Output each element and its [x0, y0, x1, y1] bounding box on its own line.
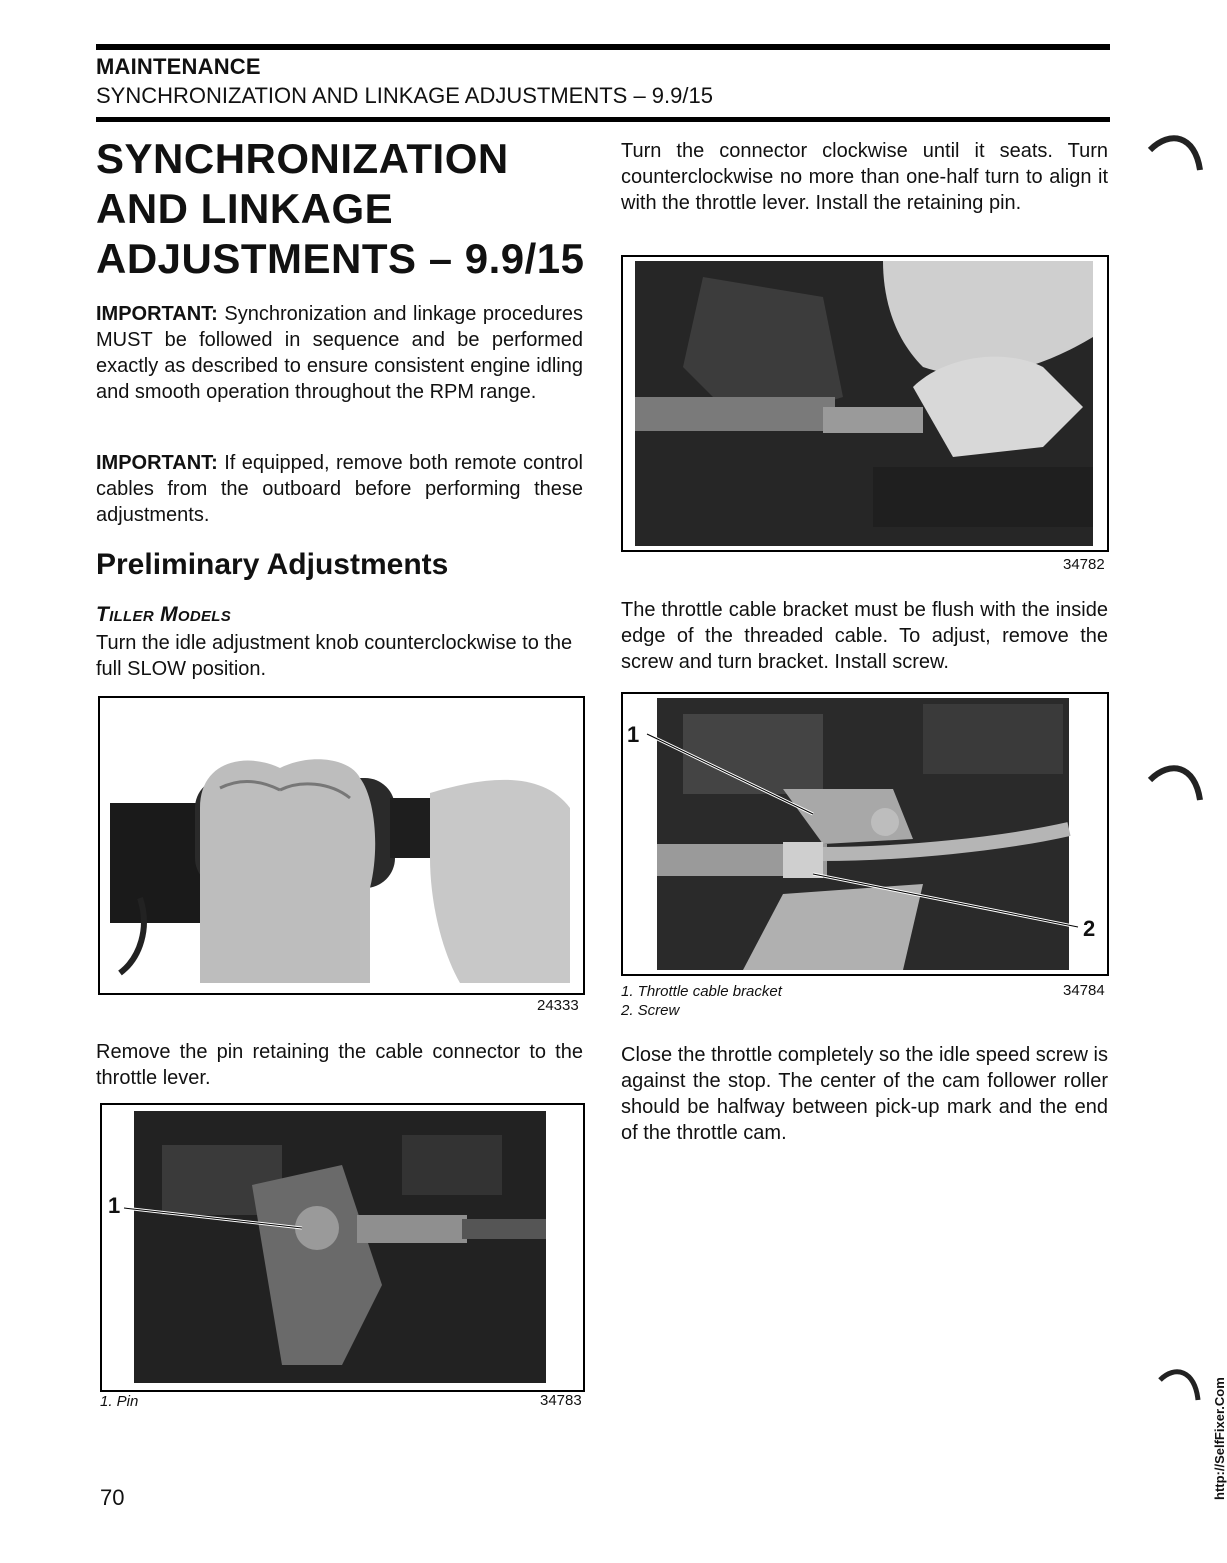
binder-edge-marks	[1150, 130, 1220, 1430]
section-title: MAINTENANCE	[96, 54, 261, 79]
step-turn-connector: Turn the connector clockwise until it seats. Turn counterclockwise no more than one-half turn to align it with the throttle lever. Install the retaining pin.	[621, 140, 1108, 214]
figure-cable-bracket	[621, 692, 1109, 976]
cable-bracket-image	[623, 694, 1107, 974]
subsection-title: SYNCHRONIZATION AND LINKAGE ADJUSTMENTS – 9.9/15	[96, 83, 713, 108]
subsection-heading-text: Tiller Models	[96, 603, 232, 626]
watermark-url: http://SelfFixer.Com	[1212, 1377, 1227, 1500]
step-remove-pin: Remove the pin retaining the cable connector to the throttle lever.	[96, 1041, 583, 1089]
figure-caption-screw: 2. Screw	[621, 1002, 680, 1019]
figure-callout-screw: 2	[1083, 916, 1096, 941]
figure-callout-1: 1	[108, 1193, 121, 1218]
title-line-3: ADJUSTMENTS – 9.9/15	[96, 235, 585, 282]
figure-pin	[100, 1103, 585, 1392]
subsection-heading	[96, 603, 231, 627]
pin-image	[102, 1105, 583, 1390]
title-line-1: SYNCHRONIZATION	[96, 135, 509, 182]
important-label-1: IMPORTANT:	[96, 303, 218, 325]
tiller-grip-image	[100, 698, 583, 993]
figure-number-1: 24333	[537, 997, 579, 1014]
important-text-2: If equipped, remove both remote control cables from the outboard before performing these adjustments.	[96, 452, 583, 526]
header-top-rule	[96, 44, 1110, 50]
figure-number-2: 34783	[540, 1392, 582, 1409]
page-number: 70	[100, 1485, 125, 1510]
figure-number-4: 34784	[1063, 982, 1105, 999]
figure-callout-bracket: 1	[627, 722, 640, 747]
page-title	[96, 134, 596, 284]
important-label-2: IMPORTANT:	[96, 452, 218, 474]
figure-caption-pin: 1. Pin	[100, 1393, 139, 1410]
important-note-2	[96, 450, 583, 528]
header-bottom-rule	[96, 117, 1110, 122]
step-idle-knob: Turn the idle adjustment knob counterclockwise to the full SLOW position.	[96, 632, 573, 680]
title-line-2: AND LINKAGE	[96, 185, 394, 232]
step-cable-bracket: The throttle cable bracket must be flush with the inside edge of the threaded cable. To adjust, remove the screw and turn bracket. Install screw.	[621, 599, 1108, 673]
important-text-1: Synchronization and linkage procedures MUST be followed in sequence and be performed exactly as described to ensure consistent engine idling and smooth operation throughout the RPM range.	[96, 303, 583, 403]
figure-caption-bracket: 1. Throttle cable bracket	[621, 983, 782, 1000]
section-heading: Preliminary Adjustments	[96, 548, 449, 581]
figure-tiller-grip	[98, 696, 585, 995]
figure-connector	[621, 255, 1109, 552]
step-close-throttle: Close the throttle completely so the idle speed screw is against the stop. The center of the cam follower roller should be halfway between pick-up mark and the end of the throttle cam.	[621, 1044, 1108, 1144]
important-note-1	[96, 301, 583, 405]
figure-number-3: 34782	[1063, 556, 1105, 573]
connector-image	[623, 257, 1107, 550]
